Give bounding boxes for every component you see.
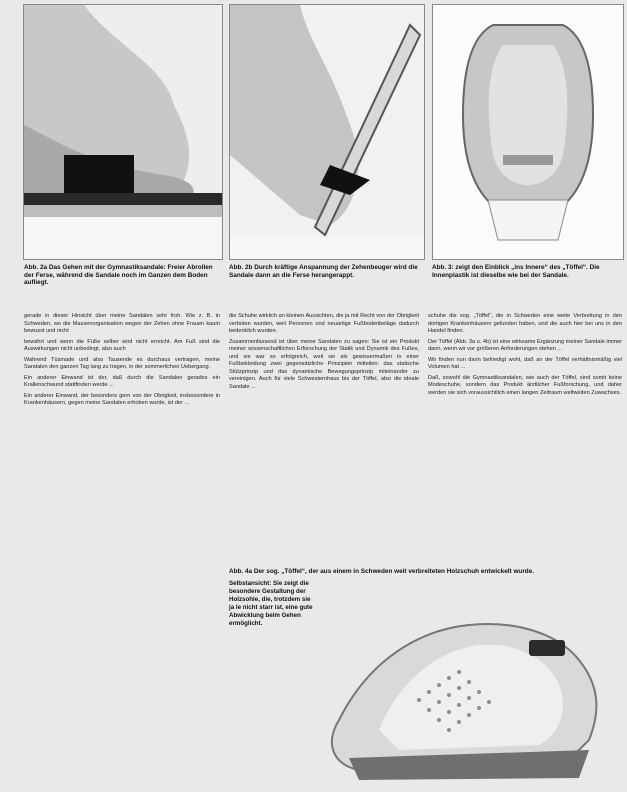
caption-fig2a: Abb. 2a Das Gehen mit der Gymnastiksandale: Freier Abrollen der Ferse, während die Sandale noch im Ganzen dem Boden aufliegt. <box>24 264 213 287</box>
paragraph: Zusammenfassend ist über meine Sandalen zu sagen: Sie ist ein Produkt meiner wissenschaftlichen Erforschung der Statik und Dynamik des Fußes, und sie war so erfolgreich, weil sie als gewissermaßen in einer Fußbekleidung zwei gegensätzliche Prinzipien mitteilen: das statische Stützprinzip und das dynamische Bewegungsprinzip miteinander zu vereinigen. Auch für viele Schwesternhaus bis der Töffel, also die ideale Sandale ... <box>229 338 419 390</box>
photo-foot-sandal-heel-raised <box>23 4 223 260</box>
foot-sandal-lifted-illustration <box>230 5 424 259</box>
paragraph: Ein anderer Einwand ist der, daß durch die Sandalen gerades ein Krallenschwund stattfinden werde ... <box>24 374 220 389</box>
caption-fig2b: Abb. 2b Durch kräftige Anspannung der Zehenbeuger wird die Sandale dann an die Ferse herangerappt. <box>229 264 418 279</box>
paragraph: schuhe die sog. „Töffel“, die in Schweden eine weite Verbreitung in den dortigen Krankenhäusern gefunden haben, und die auch hier bei uns in den Handel finden. <box>428 313 622 335</box>
paragraph: Daß, sowohl die Gymnastiksandalen, wie auch der Töffel, sind somit keine Modeschuhe, sondern das Produkt ärztlicher Fußforschung, und daher werden sie sich voraussichtlich einen langen Zeitraum weltweiten Zuwachses. <box>428 374 622 396</box>
paragraph: Der Töffel (Abb. 3a u. 4b) ist eine wirksame Ergänzung meiner Sandale immer dann, wenn wir vor größeren Anforderungen stehen ... <box>428 338 622 353</box>
caption-fig4: Abb. 4a Der sog. „Töffel“, der aus einem in Schweden weit verbreiteten Holzschuh entwickelt wurde. <box>229 568 535 575</box>
paragraph: Wahrend Tüsmade und also Tausende es durchaus vertragen, meine Sandalen den ganzen Tag lang zu tragen, in der sommerlichen Uebergang. <box>24 356 220 371</box>
photo-toeffel-interior <box>432 4 624 260</box>
text-column-left <box>24 313 220 783</box>
paragraph: Wir finden nun darin befriedigt wohl, daß an der Töffel verhältnismäßig viel Volumen hat ... <box>428 356 622 371</box>
sidebar-text: Selbstansicht: Sie zeigt die besondere Gestaltung der Holzsohle, die, trotzdem sie ja le nicht starr ist, eine gute Abwicklung beim Gehen ermöglicht. <box>229 580 313 627</box>
paragraph: Ein anderer Einwand, der besonders gern von der Obrigkeit, insbesondere in Krankenhäusern, gegen meine Sandalen erhoben wurde, ist der ... <box>24 392 220 407</box>
toeffel-clog-illustration <box>229 580 624 785</box>
foot-sandal-illustration <box>24 5 222 259</box>
paragraph: gerade in dieser Hinsicht über meine Sandalen sehr froh. Wie z. B. in Schweden, wo die Massenorganisation wegen der Zehen ohne Frauen kaum bewusst und nicht <box>24 313 220 335</box>
caption-fig3: Abb. 3: zeigt den Einblick „ins Innere“ des „Töffel“. Die Innenplastik ist dieselbe wie bei der Sandale. <box>432 264 600 279</box>
paragraph: die Schuhe wirklich an kleinen Aussichten, die ja mit Recht von der Obrigkeit verboten wurden, weil Personen und neuartige Fußbodenbeläge dadurch bedenklich wurden. <box>229 313 419 335</box>
photo-toeffel-clog <box>229 580 624 785</box>
text-column-middle <box>229 313 419 535</box>
toeffel-interior-illustration <box>433 5 623 259</box>
text-column-right <box>428 313 622 535</box>
photo-foot-sandal-toes-gripping <box>229 4 425 260</box>
paragraph: bewährt und wenn die Füße selber wird nicht erreicht. Am Fuß sind die Auswirkungen nicht unbedingt, also auch <box>24 338 220 353</box>
